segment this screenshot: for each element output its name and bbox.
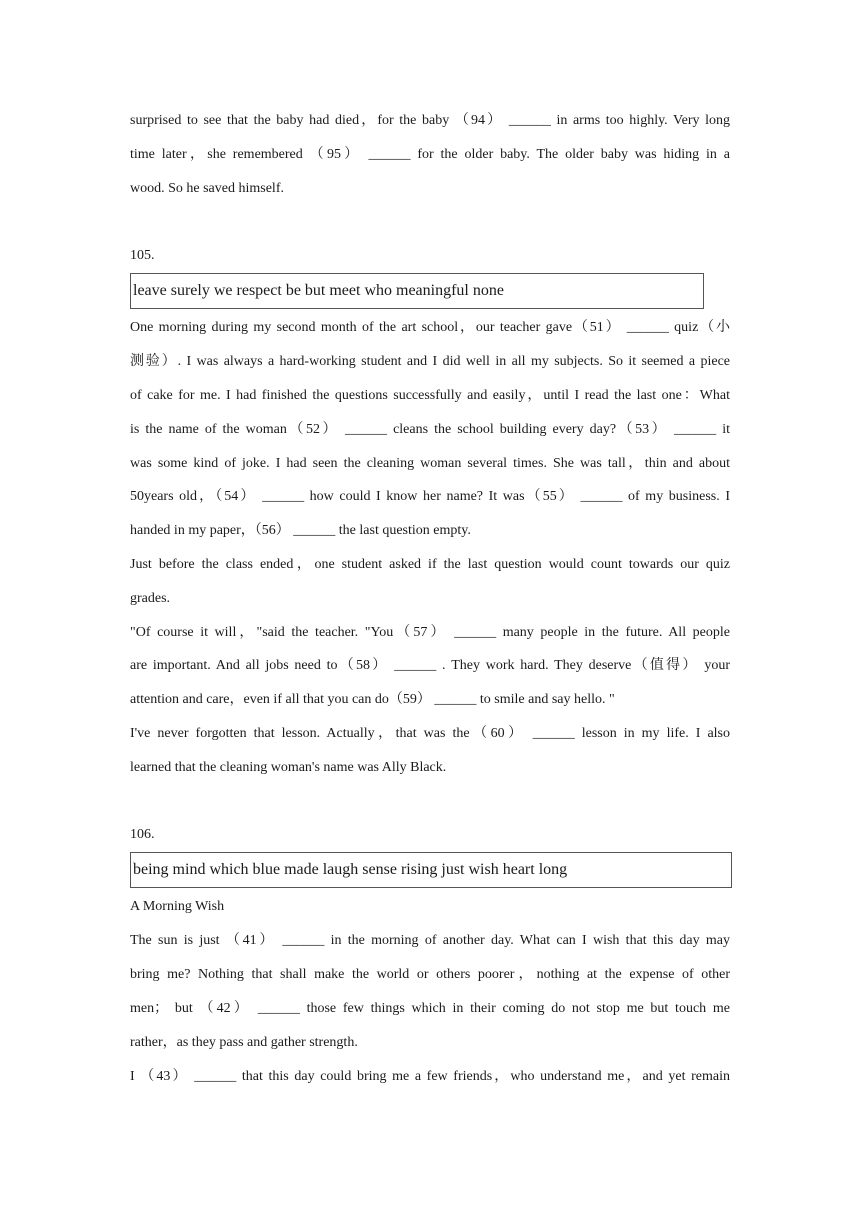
passage-line: surprised to see that the baby had died，for the baby （94） ______ in arms too highly. Very long	[130, 113, 730, 128]
passage-line: is the name of the woman（52） ______ cleans the school building every day?（53） ______ it	[130, 422, 730, 437]
passage-line: learned that the cleaning woman's name was Ally Black.	[130, 760, 447, 775]
word-bank-box: leave surely we respect be but meet who meaningful none	[130, 273, 704, 309]
passage-line: wood. So he saved himself.	[130, 181, 284, 196]
passage-line: time later，she remembered （95） ______ for the older baby. The older baby was hiding in a	[130, 147, 730, 162]
word-bank-box: being mind which blue made laugh sense rising just wish heart long	[130, 852, 732, 888]
passage-line: I （43） ______ that this day could bring me a few friends，who understand me，and yet remain	[130, 1069, 730, 1084]
passage-line: One morning during my second month of the art school，our teacher gave（51） ______ quiz（小	[130, 320, 730, 335]
passage-line: was some kind of joke. I had seen the cleaning woman several times. She was tall，thin and about	[130, 456, 730, 471]
passage-line: men； but （42） ______ those few things which in their coming do not stop me but touch me	[130, 1001, 730, 1016]
passage-line: handed in my paper，（56） ______ the last question empty.	[130, 523, 471, 538]
passage-line: Just before the class ended，one student asked if the last question would count towards our quiz	[130, 557, 730, 572]
passage-line: bring me? Nothing that shall make the world or others poorer，nothing at the expense of other	[130, 967, 730, 982]
passage-line: of cake for me. I had finished the questions successfully and easily，until I read the last one：What	[130, 388, 730, 403]
passage-line: are important. And all jobs need to（58） ______ . They work hard. They deserve（值得） your	[130, 658, 730, 673]
question-number: 106.	[130, 827, 155, 842]
passage-line: The sun is just （41） ______ in the morning of another day. What can I wish that this day may	[130, 933, 730, 948]
passage-line: 50years old，（54） ______ how could I know her name? It was（55） ______ of my business. I	[130, 489, 730, 504]
passage-line: rather，as they pass and gather strength.	[130, 1035, 358, 1050]
passage-line: attention and care，even if all that you can do（59） ______ to smile and say hello. "	[130, 692, 615, 707]
passage-title: A Morning Wish	[130, 899, 225, 914]
passage-line: grades.	[130, 591, 171, 606]
question-number: 105.	[130, 248, 155, 263]
passage-line: "Of course it will，"said the teacher. "You（57） ______ many people in the future. All people	[130, 625, 730, 640]
passage-line: I've never forgotten that lesson. Actually，that was the（60） ______ lesson in my life. I also	[130, 726, 730, 741]
passage-line: 测验）. I was always a hard-working student and I did well in all my subjects. So it seemed a piece	[130, 354, 730, 369]
